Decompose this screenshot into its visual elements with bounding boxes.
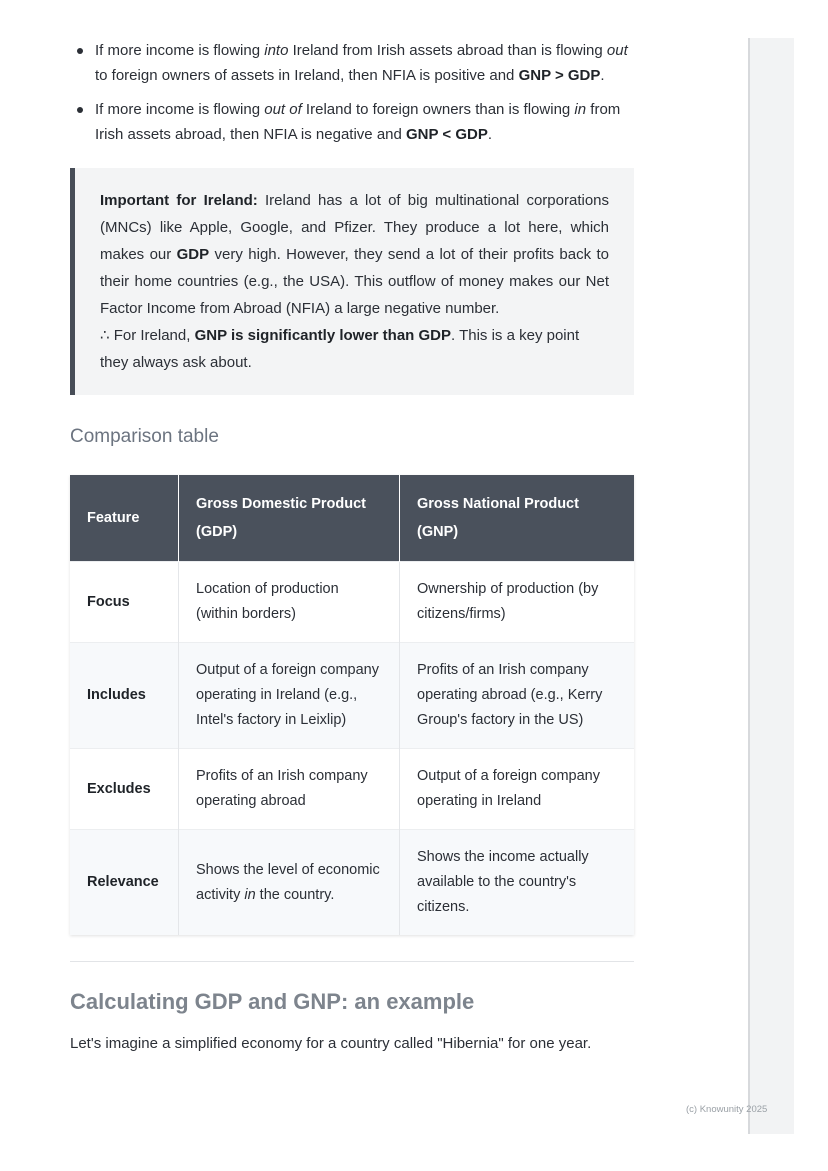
- table-header-row: [70, 475, 634, 562]
- row-header: Relevance: [70, 830, 179, 936]
- text-run: If more income is flowing: [95, 101, 265, 118]
- text-run: .: [600, 67, 605, 84]
- list-item: [70, 38, 634, 88]
- emphasis-text: into: [264, 42, 289, 59]
- table-row: [70, 643, 634, 749]
- text-run: Shows the level of economic activity: [196, 861, 380, 903]
- table-row: [70, 562, 634, 643]
- table-cell: Shows the income actually available to the country's citizens.: [400, 830, 635, 936]
- column-header: Gross Domestic Product (GDP): [179, 475, 400, 562]
- table-cell: [179, 830, 400, 936]
- text-run: to foreign owners of assets in Ireland, then NFIA is positive and: [95, 67, 519, 84]
- column-header: Feature: [70, 475, 179, 562]
- text-run: Ireland to foreign owners than is flowing: [301, 101, 575, 118]
- table-cell: Profits of an Irish company operating abroad: [179, 749, 400, 830]
- row-header: Focus: [70, 562, 179, 643]
- text-run: ∴ For Ireland,: [100, 327, 195, 344]
- row-header: Includes: [70, 643, 179, 749]
- comparison-heading: Comparison table: [70, 426, 219, 447]
- emphasis-text: in: [574, 101, 587, 118]
- copyright-notice: (c) Knowunity 2025: [686, 1104, 768, 1115]
- row-header: Excludes: [70, 749, 179, 830]
- right-margin-rail: [748, 38, 794, 1134]
- important-callout: [70, 168, 634, 395]
- text-run: from Irish assets abroad, then NFIA is negative and: [95, 101, 621, 143]
- emphasis-text: in: [244, 886, 256, 903]
- bold-text: GNP < GDP: [406, 126, 488, 143]
- text-run: .: [487, 126, 493, 143]
- list-item: [70, 97, 634, 147]
- bold-text: GDP: [176, 246, 210, 263]
- callout-lead: Important for Ireland:: [100, 192, 258, 209]
- text-run: . This is a key point they always ask about.: [100, 327, 580, 371]
- table-row: [70, 830, 634, 936]
- section-divider: [70, 961, 634, 962]
- table-cell: Output of a foreign company operating in Ireland: [400, 749, 635, 830]
- document-content: [70, 38, 634, 1056]
- callout-paragraph: [100, 187, 609, 322]
- column-header: Gross National Product (GNP): [400, 475, 635, 562]
- text-run: the country.: [255, 886, 335, 903]
- table-cell: Location of production (within borders): [179, 562, 400, 643]
- bold-text: GNP is significantly lower than GDP: [194, 327, 452, 344]
- comparison-table: [70, 475, 634, 935]
- section-heading: Calculating GDP and GNP: an example: [70, 989, 475, 1014]
- emphasis-text: out: [606, 42, 628, 59]
- text-run: Ireland has a lot of big multinational corporations (MNCs) like Apple, Google, and Pfizer. They produce a lot here, which makes our: [100, 192, 609, 263]
- table-cell: Output of a foreign company operating in Ireland (e.g., Intel's factory in Leixlip): [179, 643, 400, 749]
- nfia-bullet-list: [70, 38, 634, 147]
- bold-text: GNP > GDP: [518, 67, 601, 84]
- text-run: If more income is flowing: [95, 42, 265, 59]
- table-row: [70, 749, 634, 830]
- text-run: Ireland from Irish assets abroad than is flowing: [288, 42, 607, 59]
- intro-paragraph: Let's imagine a simplified economy for a country called "Hibernia" for one year.: [70, 1035, 592, 1052]
- table-cell: Ownership of production (by citizens/firms): [400, 562, 635, 643]
- callout-conclusion: [100, 322, 609, 376]
- table-cell: Profits of an Irish company operating abroad (e.g., Kerry Group's factory in the US): [400, 643, 635, 749]
- emphasis-text: out of: [264, 101, 302, 118]
- text-run: very high. However, they send a lot of their profits back to their home countries (e.g., the USA). This outflow of money makes our Net Factor Income from Abroad (NFIA) a large negative number.: [100, 246, 609, 317]
